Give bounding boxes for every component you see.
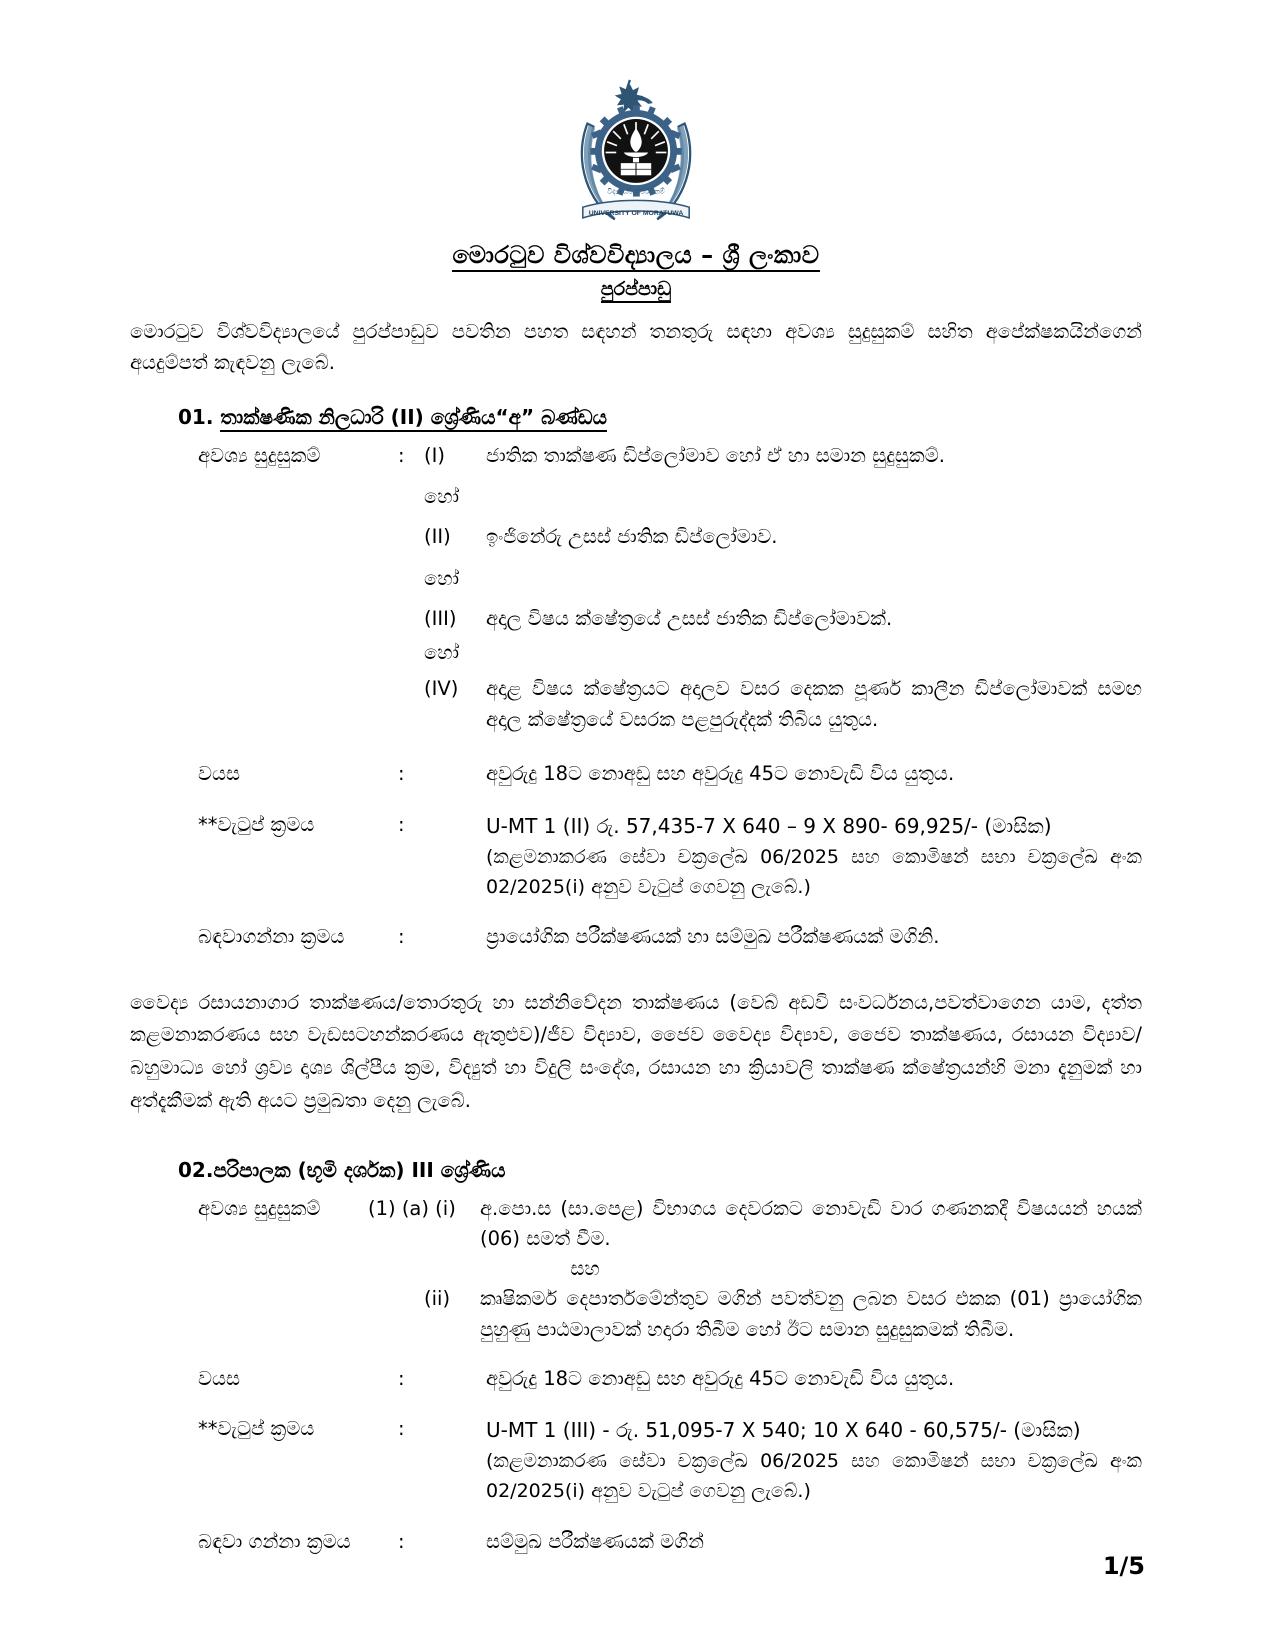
section-2-age-colon: :: [398, 1366, 405, 1390]
qualification-item-4-text: අදාළ විෂය ක්ෂේත්‍රයට අදාලව වසර දෙකක පූර්ණ කාලීන ඩිප්ලෝමාවක් සමඟ අදාල ක්ෂේත්‍රයේ වසරක පළපුරුද්දක් තිබිය යුතුය.: [486, 676, 1142, 731]
or-separator-3: හෝ: [424, 640, 460, 664]
qualification-item-2-text: ඉංජිනේරු උසස් ජාතික ඩිප්ලෝමාව.: [486, 525, 778, 549]
qualification-item-3-row: [198, 604, 1142, 635]
vacancy-heading: [130, 278, 1142, 302]
salary-value-block: [486, 810, 1142, 903]
qualification-item-3-mark: (III): [424, 606, 457, 630]
qualification-item-2-mark: (II): [424, 525, 451, 549]
qualification-colon: :: [398, 443, 405, 467]
university-crest-icon: [560, 78, 712, 230]
qualification-item-4-row: [198, 674, 1142, 736]
section-2-item-2-text: කෘෂිකර්ම දෙපාර්තමේන්තුව මගින් පවත්වනු ලබන වසර එකක (01) ප්‍රායෝගික පුහුණු පාඨමාලාවක් හදාරා තිබීම හෝ ඊට සමාන සුදුසුකමක් තිබීම.: [480, 1287, 1142, 1341]
section-1-heading: [130, 405, 1142, 429]
section-2-salary-block: [486, 1414, 1142, 1507]
salary-circular-note: (කළමනාකරණ සේවා චක්‍රලේඛ 06/2025 සහ කොමිෂන් සභා චක්‍රලේඛ අංක 02/2025(i) අනුව වැටුප් ගෙවනු ලැබේ.): [486, 845, 1142, 898]
university-title-text: මොරටුව විශ්වවිද්‍යාලය – ශ්‍රී ලංකාව: [452, 241, 819, 272]
qualification-item-3-text: අදාල විෂය ක්ෂේත්‍රයේ උසස් ජාතික ඩිප්ලෝමාවක්.: [486, 606, 893, 630]
section-2-recruitment-value: සම්මුඛ පරීක්ෂණයක් මගින්: [486, 1529, 704, 1553]
crest-container: [130, 0, 1142, 234]
crest-ribbon-text: UNIVERSITY OF MORATUWA: [588, 209, 684, 217]
section-2-fields: [130, 1194, 1142, 1557]
recruitment-value: ප්‍රායෝගික පරීක්ෂණයක් හා සම්මුඛ පරීක්ෂණයක් මගිනි.: [486, 925, 940, 949]
qualification-item-2-row: [198, 522, 1142, 553]
section-2-item-2-mark: (ii): [424, 1287, 451, 1311]
section-2-recruitment-colon: :: [398, 1529, 405, 1553]
qualification-label: අවශ්‍ය සුදුසුකම්: [198, 443, 321, 467]
section-2-age-value: අවුරුදු 18ට නොඅඩු සහ අවුරුදු 45ට නොවැඩි විය යුතුය.: [486, 1366, 955, 1390]
section-2-salary-scale-value: U-MT 1 (III) - රු. 51,095-7 X 540; 10 X 640 - 60,575/- (මාසික): [486, 1417, 1081, 1442]
section-2-qualification-label: අවශ්‍ය සුදුසුකම්: [198, 1196, 321, 1220]
salary-colon: :: [398, 812, 405, 836]
section-2-item-1-text: අ.පො.ස (සා.පෙළ) විභාගය දෙවරකට නොවැඩි වාර ගණනකදී විෂයයන් හයක් (06) සමත් වීම.: [480, 1196, 1142, 1251]
crest-motto-text: විද්‍යයෙව සර්වධනම්: [607, 187, 665, 196]
age-label: වයස: [198, 762, 241, 786]
section-1-number: 01.: [178, 404, 214, 429]
qualification-item-1-mark: (I): [424, 443, 445, 467]
section-2-salary-row: [198, 1414, 1142, 1507]
section-2-salary-label: **වැටුප් ක්‍රමය: [198, 1416, 315, 1440]
section-2-heading: [130, 1158, 1142, 1182]
section-1-fields: [130, 441, 1142, 953]
section-2-recruitment-row: [198, 1527, 1142, 1557]
section-2-item-2-row: [198, 1284, 1142, 1346]
section-1-age-row: [198, 759, 1142, 789]
salary-scale-value: U-MT 1 (II) රු. 57,435-7 X 640 – 9 X 890- 69,925/- (මාසික): [486, 813, 1052, 838]
section-1-title: තාක්ෂණික නිලධාරි (II) ශ්‍රේණිය“අ” බණ්ඩය: [220, 405, 607, 432]
section-1-qualification-row: [198, 441, 1142, 471]
section-2-qualification-row: [198, 1194, 1142, 1256]
salary-label: **වැටුප් ක්‍රමය: [198, 812, 315, 836]
section-2-recruitment-label: බඳවා ගන්නා ක්‍රමය: [198, 1529, 351, 1553]
section-2-salary-colon: :: [398, 1416, 405, 1440]
section-2-item-1-mark: (1) (a) (i): [368, 1196, 456, 1220]
recruitment-colon: :: [398, 925, 405, 949]
or-separator-1: හෝ: [424, 485, 460, 509]
section-2-title: පරිපාලක (භූමි දර්ශක) III ශ්‍රේණිය: [213, 1157, 506, 1182]
section-2-number: 02.: [178, 1157, 214, 1182]
qualification-item-4-mark: (IV): [424, 676, 459, 700]
section-1-salary-row: [198, 810, 1142, 903]
or-separator-2: හෝ: [424, 566, 460, 590]
document-content: [130, 0, 1142, 1567]
university-title: [130, 240, 1142, 270]
section-1-recruitment-row: [198, 922, 1142, 952]
priority-fields-paragraph: වෛද්‍ය රසායනාගාර තාක්ෂණය/තොරතුරු හා සන්නිවේදන තාක්ෂණය (වෙබ් අඩවි සංවර්ධනය,පවත්වාගෙන යාම, දත්ත කළමනාකරණය සහ වැඩසටහන්කරණය ඇතුළුව)/ජීව විද්‍යාව, ජෛව වෛද්‍ය විද්‍යාව, ජෛව තාක්ෂණය, රසායන විද්‍යාව/ බහුමාධ්‍ය හෝ ශ්‍රව්‍ය දෘශ්‍ය ශිල්පීය ක්‍රම, විද්‍යුත් හා විදුලි සංදේශ, රසායන හා ක්‍රියාවලි තාක්ෂණ ක්ෂේත්‍රයන්හි මනා දැනුමක් හා අත්දැකීමක් ඇති අයට ප්‍රමුඛතා දෙනු ලැබේ.: [130, 990, 1142, 1112]
vacancy-heading-text: පුරප්පාඩු: [601, 278, 671, 303]
and-separator: සහ: [570, 1257, 600, 1281]
intro-paragraph: මොරටුව විශ්වවිද්‍යාලයේ පුරප්පාඩුව පවතින පහත සඳහන් තනතුරු සඳහා අවශ්‍ය සුදුසුකම් සහිත අපේක්ෂකයින්ගෙන් අයදුම්පත් කැඳවනු ලැබේ.: [130, 319, 1142, 375]
section-2-age-row: [198, 1364, 1142, 1394]
recruitment-label: බඳවාගන්නා ක්‍රමය: [198, 925, 345, 949]
age-colon: :: [398, 762, 405, 786]
section-2-salary-circular-note: (කළමනාකරණ සේවා චක්‍රලේඛ 06/2025 සහ කොමිෂන් සභා චක්‍රලේඛ අංක 02/2025(i) අනුව වැටුප් ගෙවනු ලැබේ.): [486, 1449, 1142, 1503]
section-2-age-label: වයස: [198, 1366, 241, 1390]
page-number: 1/5: [1102, 1552, 1145, 1580]
qualification-item-1-text: ජාතික තාක්ෂණ ඩිප්ලෝමාව හෝ ඒ හා සමාන සුදුසුකම්.: [486, 443, 945, 467]
age-value: අවුරුදු 18ට නොඅඩු සහ අවුරුදු 45ට නොවැඩි විය යුතුය.: [486, 762, 955, 786]
